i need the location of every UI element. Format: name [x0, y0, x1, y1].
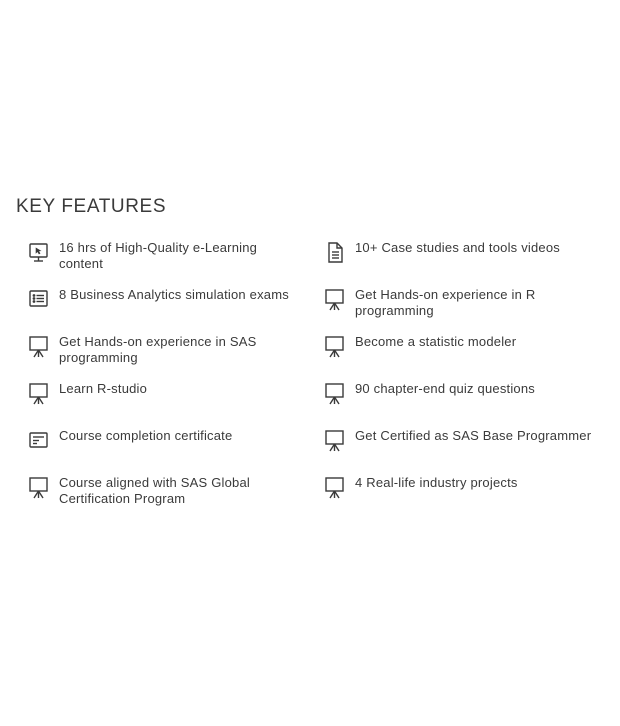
presentation-board-icon — [324, 476, 346, 500]
feature-text: Course aligned with SAS Global Certification Program — [59, 475, 250, 506]
feature-item — [324, 475, 614, 500]
feature-item — [28, 428, 303, 453]
presentation-board-icon — [324, 335, 346, 359]
feature-item — [324, 240, 614, 265]
certificate-icon — [28, 429, 50, 453]
list-screen-icon — [28, 288, 50, 312]
feature-item — [324, 428, 614, 453]
feature-text: Get Certified as SAS Base Programmer — [355, 428, 592, 443]
presentation-board-icon — [324, 382, 346, 406]
feature-item — [324, 381, 614, 406]
feature-text: 90 chapter-end quiz questions — [355, 381, 535, 396]
presentation-board-icon — [28, 335, 50, 359]
feature-item — [28, 381, 303, 406]
feature-item — [28, 334, 303, 366]
feature-text: Learn R-studio — [59, 381, 148, 396]
feature-text: Course completion certificate — [59, 428, 233, 443]
features-grid — [0, 196, 620, 516]
feature-text: Become a statistic modeler — [355, 334, 517, 349]
document-icon — [324, 241, 346, 265]
feature-text: 4 Real-life industry projects — [355, 475, 518, 490]
monitor-cursor-icon — [28, 241, 50, 265]
section-title: KEY FEATURES — [16, 196, 167, 217]
presentation-board-icon — [324, 288, 346, 312]
feature-text: 8 Business Analytics simulation exams — [59, 287, 289, 302]
feature-item — [28, 240, 303, 272]
feature-text: 10+ Case studies and tools videos — [355, 240, 560, 255]
feature-text: Get Hands-on experience in SAS programming — [59, 334, 257, 365]
feature-item — [324, 287, 614, 319]
feature-item — [28, 287, 303, 312]
feature-text: 16 hrs of High-Quality e-Learning content — [59, 240, 258, 271]
feature-text: Get Hands-on experience in R programming — [355, 287, 536, 318]
presentation-board-icon — [28, 476, 50, 500]
presentation-board-icon — [28, 382, 50, 406]
feature-item — [324, 334, 614, 359]
presentation-board-icon — [324, 429, 346, 453]
feature-item — [28, 475, 303, 507]
